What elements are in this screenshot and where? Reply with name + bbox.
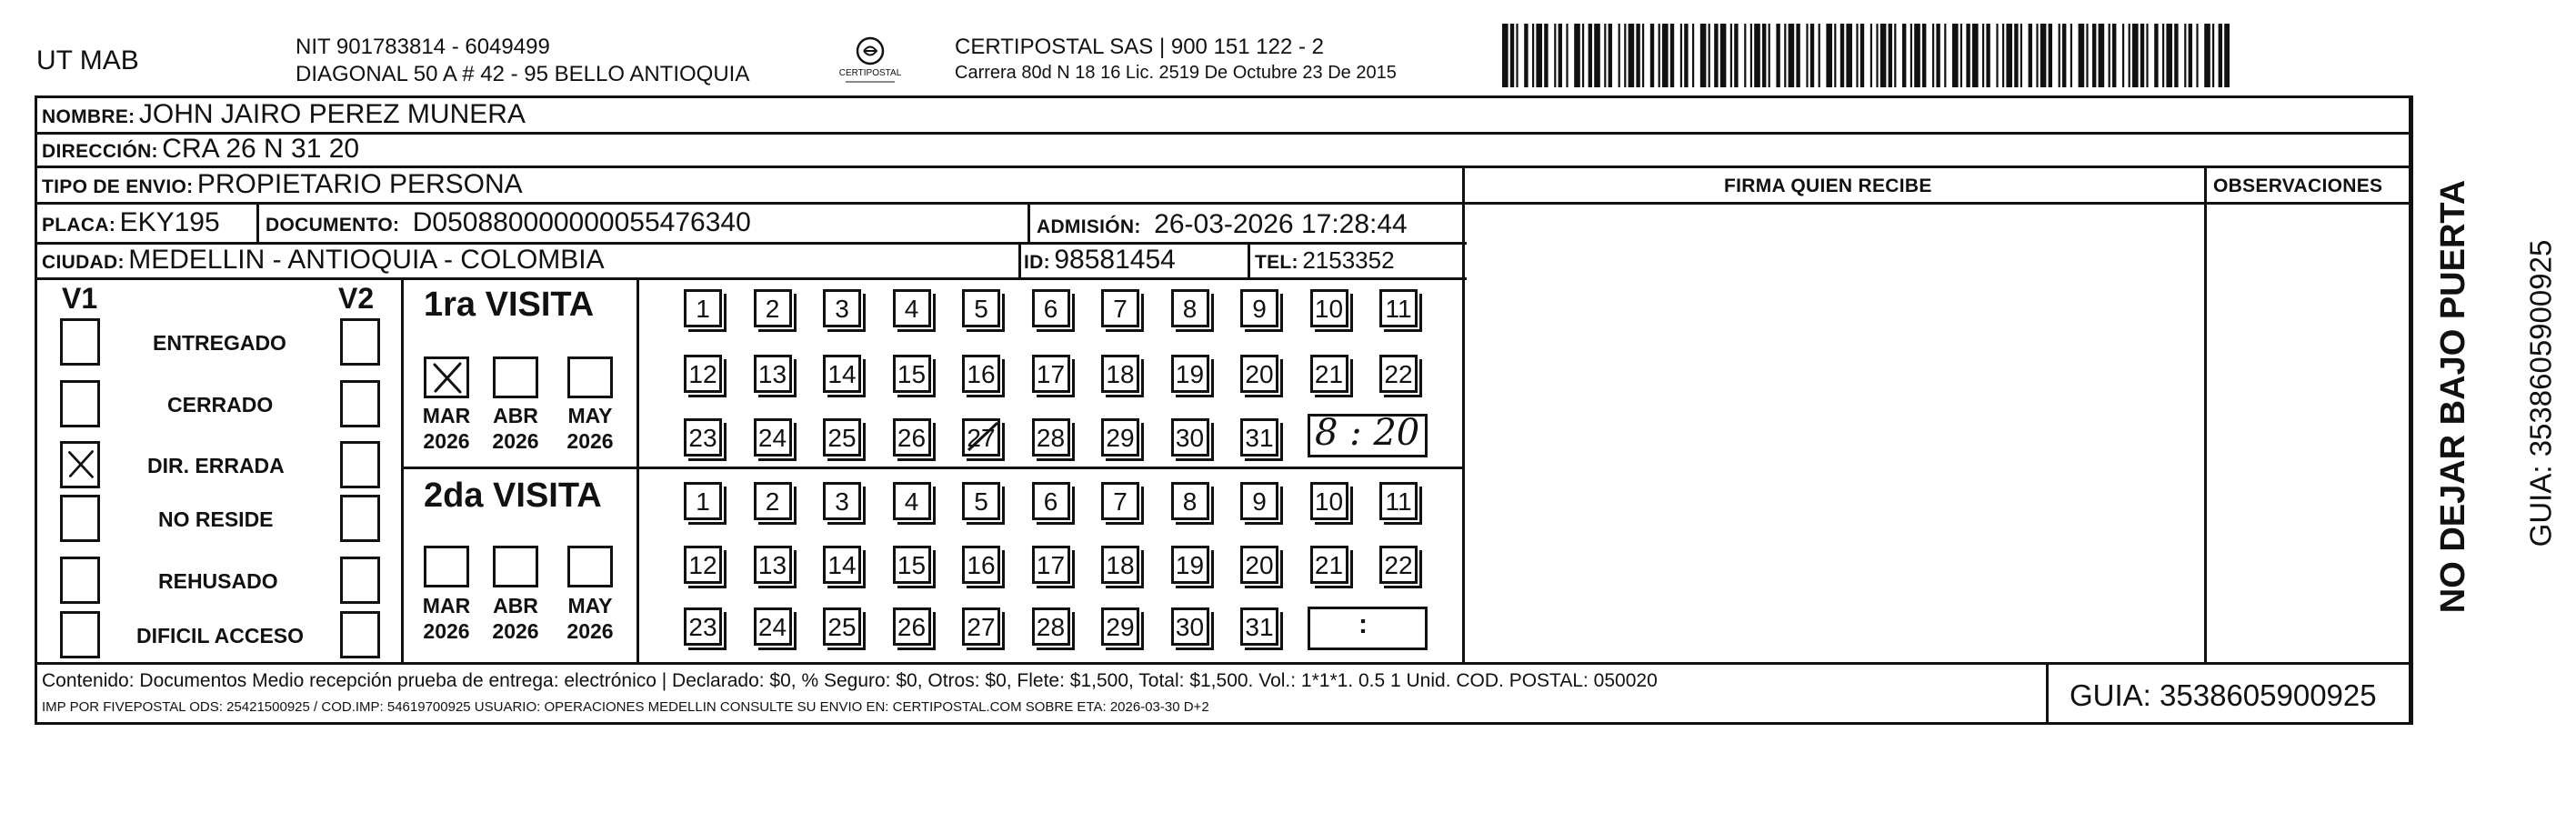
day-number: 23 (688, 613, 717, 641)
admision-label: ADMISIÓN: (1037, 216, 1141, 237)
admision-value: 26-03-2026 17:28:44 (1154, 209, 1408, 239)
day-number: 1 (696, 295, 710, 323)
day-box[interactable] (1171, 355, 1209, 393)
day-box[interactable] (1379, 289, 1418, 327)
day-box[interactable] (962, 482, 1000, 520)
day-number: 8 (1182, 295, 1198, 323)
visit1-title: 1ra VISITA (424, 286, 595, 324)
day-box[interactable] (1101, 607, 1139, 646)
month-year: 2026 (492, 429, 539, 453)
day-box[interactable] (1379, 546, 1418, 584)
day-box[interactable] (1032, 289, 1070, 327)
day-number: 5 (974, 487, 988, 516)
day-number: 13 (757, 551, 787, 579)
certipostal-logo (829, 33, 911, 96)
day-number: 21 (1314, 360, 1344, 388)
day-box[interactable] (754, 482, 792, 520)
day-number: 10 (1314, 487, 1344, 516)
day-box[interactable] (1171, 607, 1209, 646)
month-checkbox[interactable] (567, 356, 613, 398)
day-box[interactable] (962, 355, 1000, 393)
day-number: 23 (688, 424, 717, 452)
day-number: 1 (696, 487, 710, 516)
day-number: 14 (827, 551, 857, 579)
day-box[interactable] (1240, 607, 1278, 646)
tipo-value: PROPIETARIO PERSONA (196, 169, 523, 199)
day-box[interactable] (893, 418, 931, 457)
day-number: 16 (967, 551, 996, 579)
day-number: 14 (827, 360, 857, 388)
status-label: NO RESIDE (158, 507, 274, 531)
day-number: 7 (1113, 487, 1128, 516)
v1-checkbox[interactable] (60, 441, 100, 488)
day-box[interactable] (893, 289, 931, 327)
visit2-title: 2da VISITA (424, 477, 602, 515)
day-number: 4 (904, 487, 919, 516)
day-box[interactable] (1171, 546, 1209, 584)
visit1-time: 8 : 20 (1315, 412, 1420, 454)
month-name: MAR (422, 404, 471, 427)
month-year: 2026 (566, 619, 614, 643)
day-number: 15 (897, 360, 927, 388)
day-check-mark (965, 419, 1001, 465)
day-box[interactable] (754, 289, 792, 327)
day-number: 30 (1175, 613, 1205, 641)
day-box[interactable] (893, 607, 931, 646)
sender-nit: NIT 901783814 - 6049499 (296, 35, 550, 59)
day-box[interactable] (823, 546, 861, 584)
day-number: 17 (1036, 551, 1066, 579)
v2-checkbox[interactable] (340, 557, 380, 604)
side-warning: NO DEJAR BAJO PUERTA (2434, 179, 2472, 614)
placa-value: EKY195 (119, 207, 220, 237)
side-panel-divider (2411, 95, 2413, 725)
day-number: 19 (1175, 360, 1205, 388)
day-number: 24 (757, 424, 787, 452)
day-box[interactable] (754, 355, 792, 393)
direccion-label: DIRECCIÓN: (42, 141, 158, 162)
day-number: 4 (904, 295, 919, 323)
day-number: 6 (1043, 295, 1058, 323)
day-box[interactable] (1310, 289, 1348, 327)
day-number: 20 (1245, 360, 1274, 388)
day-box[interactable] (1310, 355, 1348, 393)
day-number: 19 (1175, 551, 1205, 579)
documento-value: D050880000000055476340 (412, 207, 751, 237)
day-box[interactable] (893, 546, 931, 584)
id-row (1024, 246, 1176, 274)
month-year: 2026 (492, 619, 539, 643)
day-number: 22 (1384, 360, 1413, 388)
observaciones-header: OBSERVACIONES (2213, 176, 2383, 196)
footer-guia: GUIA: 3538605900925 (2070, 678, 2377, 712)
v1-checkbox[interactable] (60, 557, 100, 604)
month-year: 2026 (423, 429, 470, 453)
tel-label: TEL: (1255, 252, 1298, 273)
day-number: 10 (1314, 295, 1344, 323)
day-box[interactable] (684, 289, 722, 327)
day-box[interactable] (754, 607, 792, 646)
day-number: 24 (757, 613, 787, 641)
footer-contents: Contenido: Documentos Medio recepción prueba de entrega: electrónico | Declarado: $0, % Seguro: $0, Otros: $0, Flete: $1,500, Total: $1,500. Vol.: 1*1*1. 0.5 1 Unid. COD. POSTAL: 050020 (42, 670, 1658, 691)
visit2-time-box[interactable] (1308, 607, 1428, 650)
day-number: 8 (1182, 487, 1198, 516)
day-box[interactable] (1032, 418, 1070, 457)
day-number: 26 (897, 424, 927, 452)
day-number: 21 (1314, 551, 1344, 579)
id-label: ID: (1024, 252, 1050, 273)
month-checkbox[interactable] (424, 356, 469, 398)
day-number: 7 (1113, 295, 1128, 323)
day-number: 27 (967, 613, 996, 641)
day-number: 17 (1036, 360, 1066, 388)
month-name: MAY (567, 404, 613, 427)
day-box[interactable] (1240, 418, 1278, 457)
day-box[interactable] (1032, 607, 1070, 646)
id-value: 98581454 (1054, 245, 1176, 275)
day-box[interactable] (1379, 355, 1418, 393)
carrier-license: Carrera 80d N 18 16 Lic. 2519 De Octubre 23 De 2015 (955, 63, 1397, 83)
day-box[interactable] (823, 482, 861, 520)
day-number: 18 (1106, 360, 1135, 388)
v1-checkbox[interactable] (60, 611, 100, 658)
day-box[interactable] (1310, 546, 1348, 584)
day-box[interactable] (823, 418, 861, 457)
day-number: 16 (967, 360, 996, 388)
day-box[interactable] (754, 418, 792, 457)
day-box[interactable] (1032, 482, 1070, 520)
day-number: 12 (688, 551, 717, 579)
v2-header: V2 (338, 282, 375, 315)
day-number: 29 (1106, 424, 1135, 452)
v2-checkbox[interactable] (340, 441, 380, 488)
day-number: 3 (835, 487, 849, 516)
day-number: 27 (967, 424, 996, 452)
nombre-row (42, 101, 526, 128)
month-name: MAR (422, 594, 471, 617)
day-number: 11 (1385, 295, 1412, 323)
day-box[interactable] (1101, 355, 1139, 393)
carrier-name: CERTIPOSTAL SAS | 900 151 122 - 2 (955, 35, 1324, 59)
v2-checkbox[interactable] (340, 611, 380, 658)
admision-row (1037, 211, 1408, 238)
svg-text:CERTIPOSTAL: CERTIPOSTAL (838, 68, 902, 78)
tel-row (1255, 248, 1395, 272)
day-number: 12 (688, 360, 717, 388)
status-label: DIR. ERRADA (147, 454, 285, 477)
day-box[interactable] (893, 355, 931, 393)
day-box[interactable] (1171, 482, 1209, 520)
day-number: 25 (827, 613, 857, 641)
day-box[interactable] (1032, 355, 1070, 393)
tipo-label: TIPO DE ENVIO: (42, 176, 194, 197)
day-box[interactable] (1240, 482, 1278, 520)
v1-header: V1 (62, 282, 98, 315)
day-number: 2 (765, 487, 780, 516)
day-box[interactable] (823, 355, 861, 393)
ciudad-label: CIUDAD: (42, 252, 125, 273)
day-box[interactable] (1171, 289, 1209, 327)
month-name: ABR (493, 594, 538, 617)
status-label: REHUSADO (158, 569, 278, 593)
status-label: CERRADO (167, 393, 274, 417)
day-number: 20 (1245, 551, 1274, 579)
nombre-value: JOHN JAIRO PEREZ MUNERA (138, 99, 526, 129)
month-checkbox[interactable] (493, 356, 538, 398)
day-box[interactable] (962, 289, 1000, 327)
day-number: 13 (757, 360, 787, 388)
day-number: 15 (897, 551, 927, 579)
v1-checkbox[interactable] (60, 495, 100, 542)
documento-row (266, 209, 751, 236)
month-name: ABR (493, 404, 538, 427)
day-number: 29 (1106, 613, 1135, 641)
day-number: 3 (835, 295, 849, 323)
v2-checkbox[interactable] (340, 380, 380, 427)
month-year: 2026 (423, 619, 470, 643)
month-checkbox[interactable] (567, 546, 613, 587)
day-box[interactable] (1171, 418, 1209, 457)
day-box[interactable] (754, 546, 792, 584)
day-box[interactable] (1101, 418, 1139, 457)
status-label: DIFICIL ACCESO (136, 624, 305, 647)
nombre-label: NOMBRE: (42, 106, 135, 127)
day-box[interactable] (1240, 289, 1278, 327)
day-number: 22 (1384, 551, 1413, 579)
v2-checkbox[interactable] (340, 318, 380, 366)
day-box[interactable] (1379, 482, 1418, 520)
sender-name: UT MAB (36, 45, 139, 75)
month-checkbox[interactable] (424, 546, 469, 587)
day-box[interactable] (1310, 482, 1348, 520)
day-box[interactable] (1032, 546, 1070, 584)
day-number: 6 (1043, 487, 1058, 516)
month-checkbox[interactable] (493, 546, 538, 587)
v1-checkbox[interactable] (60, 318, 100, 366)
status-label: ENTREGADO (153, 331, 286, 355)
day-number: 25 (827, 424, 857, 452)
day-number: 2 (765, 295, 780, 323)
day-box[interactable] (684, 607, 722, 646)
day-number: 9 (1252, 487, 1267, 516)
direccion-row (42, 136, 359, 163)
day-box[interactable] (684, 355, 722, 393)
day-box[interactable] (962, 418, 1000, 457)
day-box[interactable] (1101, 289, 1139, 327)
month-year: 2026 (566, 429, 614, 453)
day-number: 26 (897, 613, 927, 641)
month-name: MAY (567, 594, 613, 617)
ciudad-row (42, 246, 605, 274)
day-box[interactable] (823, 289, 861, 327)
day-number: 31 (1245, 424, 1274, 452)
day-number: 28 (1036, 613, 1066, 641)
v1-checkbox[interactable] (60, 380, 100, 427)
v2-checkbox[interactable] (340, 495, 380, 542)
day-number: 11 (1385, 487, 1412, 516)
day-box[interactable] (962, 546, 1000, 584)
day-box[interactable] (684, 418, 722, 457)
direccion-value: CRA 26 N 31 20 (162, 134, 360, 164)
day-number: 9 (1252, 295, 1267, 323)
day-box[interactable] (823, 607, 861, 646)
day-box[interactable] (893, 482, 931, 520)
day-box[interactable] (1240, 355, 1278, 393)
day-number: 18 (1106, 551, 1135, 579)
firma-header: FIRMA QUIEN RECIBE (1724, 176, 1932, 196)
day-number: 5 (974, 295, 988, 323)
day-box[interactable] (962, 607, 1000, 646)
footer-print-info: IMP POR FIVEPOSTAL ODS: 25421500925 / COD.IMP: 54619700925 USUARIO: OPERACIONES MEDELLIN CONSULTE SU ENVIO EN: CERTIPOSTAL.COM SOBRE ETA: 2026-03-30 D+2 (42, 699, 1209, 715)
day-box[interactable] (1101, 482, 1139, 520)
placa-row (42, 209, 220, 236)
day-box[interactable] (1240, 546, 1278, 584)
day-number: 28 (1036, 424, 1066, 452)
documento-label: DOCUMENTO: (266, 215, 400, 236)
barcode (1502, 24, 2230, 87)
visit2-time: : (1358, 609, 1368, 639)
ciudad-value: MEDELLIN - ANTIOQUIA - COLOMBIA (128, 245, 605, 275)
day-box[interactable] (684, 546, 722, 584)
day-box[interactable] (684, 482, 722, 520)
day-number: 31 (1245, 613, 1274, 641)
placa-label: PLACA: (42, 215, 116, 236)
sender-address: DIAGONAL 50 A # 42 - 95 BELLO ANTIOQUIA (296, 62, 750, 86)
tipo-row (42, 171, 523, 198)
day-number: 30 (1175, 424, 1205, 452)
day-box[interactable] (1101, 546, 1139, 584)
tel-value: 2153352 (1302, 246, 1395, 274)
side-guia: GUIA: 3538605900925 (2523, 239, 2558, 547)
